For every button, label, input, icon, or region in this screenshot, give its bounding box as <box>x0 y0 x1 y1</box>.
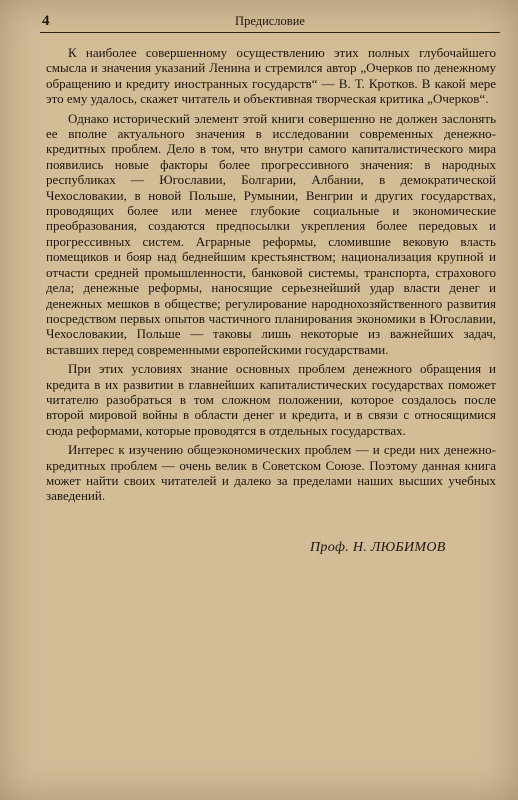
paragraph-1: К наиболее совершенному осуществлению этих полных глубочайшего смысла и значения указаний Ленина и стремился автор „Очерков по денежному обращению и кредиту иностранных государств“ — В. Т. Кротков. В какой мере это ему удалось, скажет читатель и объективная творческая критика „Очерков“. <box>46 45 496 107</box>
running-title: Предисловие <box>235 14 305 28</box>
body-text <box>46 45 496 508</box>
author-signature: Проф. Н. ЛЮБИМОВ <box>310 540 446 555</box>
paragraph-2: Однако исторический элемент этой книги совершенно не должен заслонять ее вполне актуального значения в исследовании современных денежно-кредитных проблем. Дело в том, что внутри самого капиталистического мира появились новые факторы более прогрессивного значения: в народных республиках — Югославии, Болгарии, Албании, в демократической Чехословакии, в новой Польше, Румынии, Венгрии и других государствах, проводящих более или менее глубокие социальные и экономические преобразования, создаются предпосылки укрепления более передовых и прогрессивных систем. Аграрные реформы, сломившие вековую власть помещиков и бояр над беднейшим крестьянством; национализация крупной и отчасти средней промышленности, банковой системы, транспорта, страхового дела; денежные реформы, наносящие серьезнейший удар власти денег и денежных мешков в обществе; регулирование народнохозяйственного развития посредством первых опытов частичного планирования экономики в Югославии, Чехословакии, Польше — таковы лишь некоторые из важнейших задач, вставших перед современными европейскими государствами. <box>46 110 496 357</box>
page-header <box>40 10 500 33</box>
page-number: 4 <box>42 13 50 29</box>
paragraph-4: Интерес к изучению общеэкономических проблем — и среди них денежно-кредитных проблем — очень велик в Советском Союзе. Поэтому данная книга может найти своих читателей и далеко за пределами наших высших учебных заведений. <box>46 442 496 504</box>
paragraph-3: При этих условиях знание основных проблем денежного обращения и кредита в их развитии в главнейших капиталистических государствах поможет читателю разобраться в том сложном положении, которое создалось после второй мировой войны в области денег и кредита, и в связи с относящимися сюда реформами, которые проводятся в отдельных государствах. <box>46 361 496 438</box>
